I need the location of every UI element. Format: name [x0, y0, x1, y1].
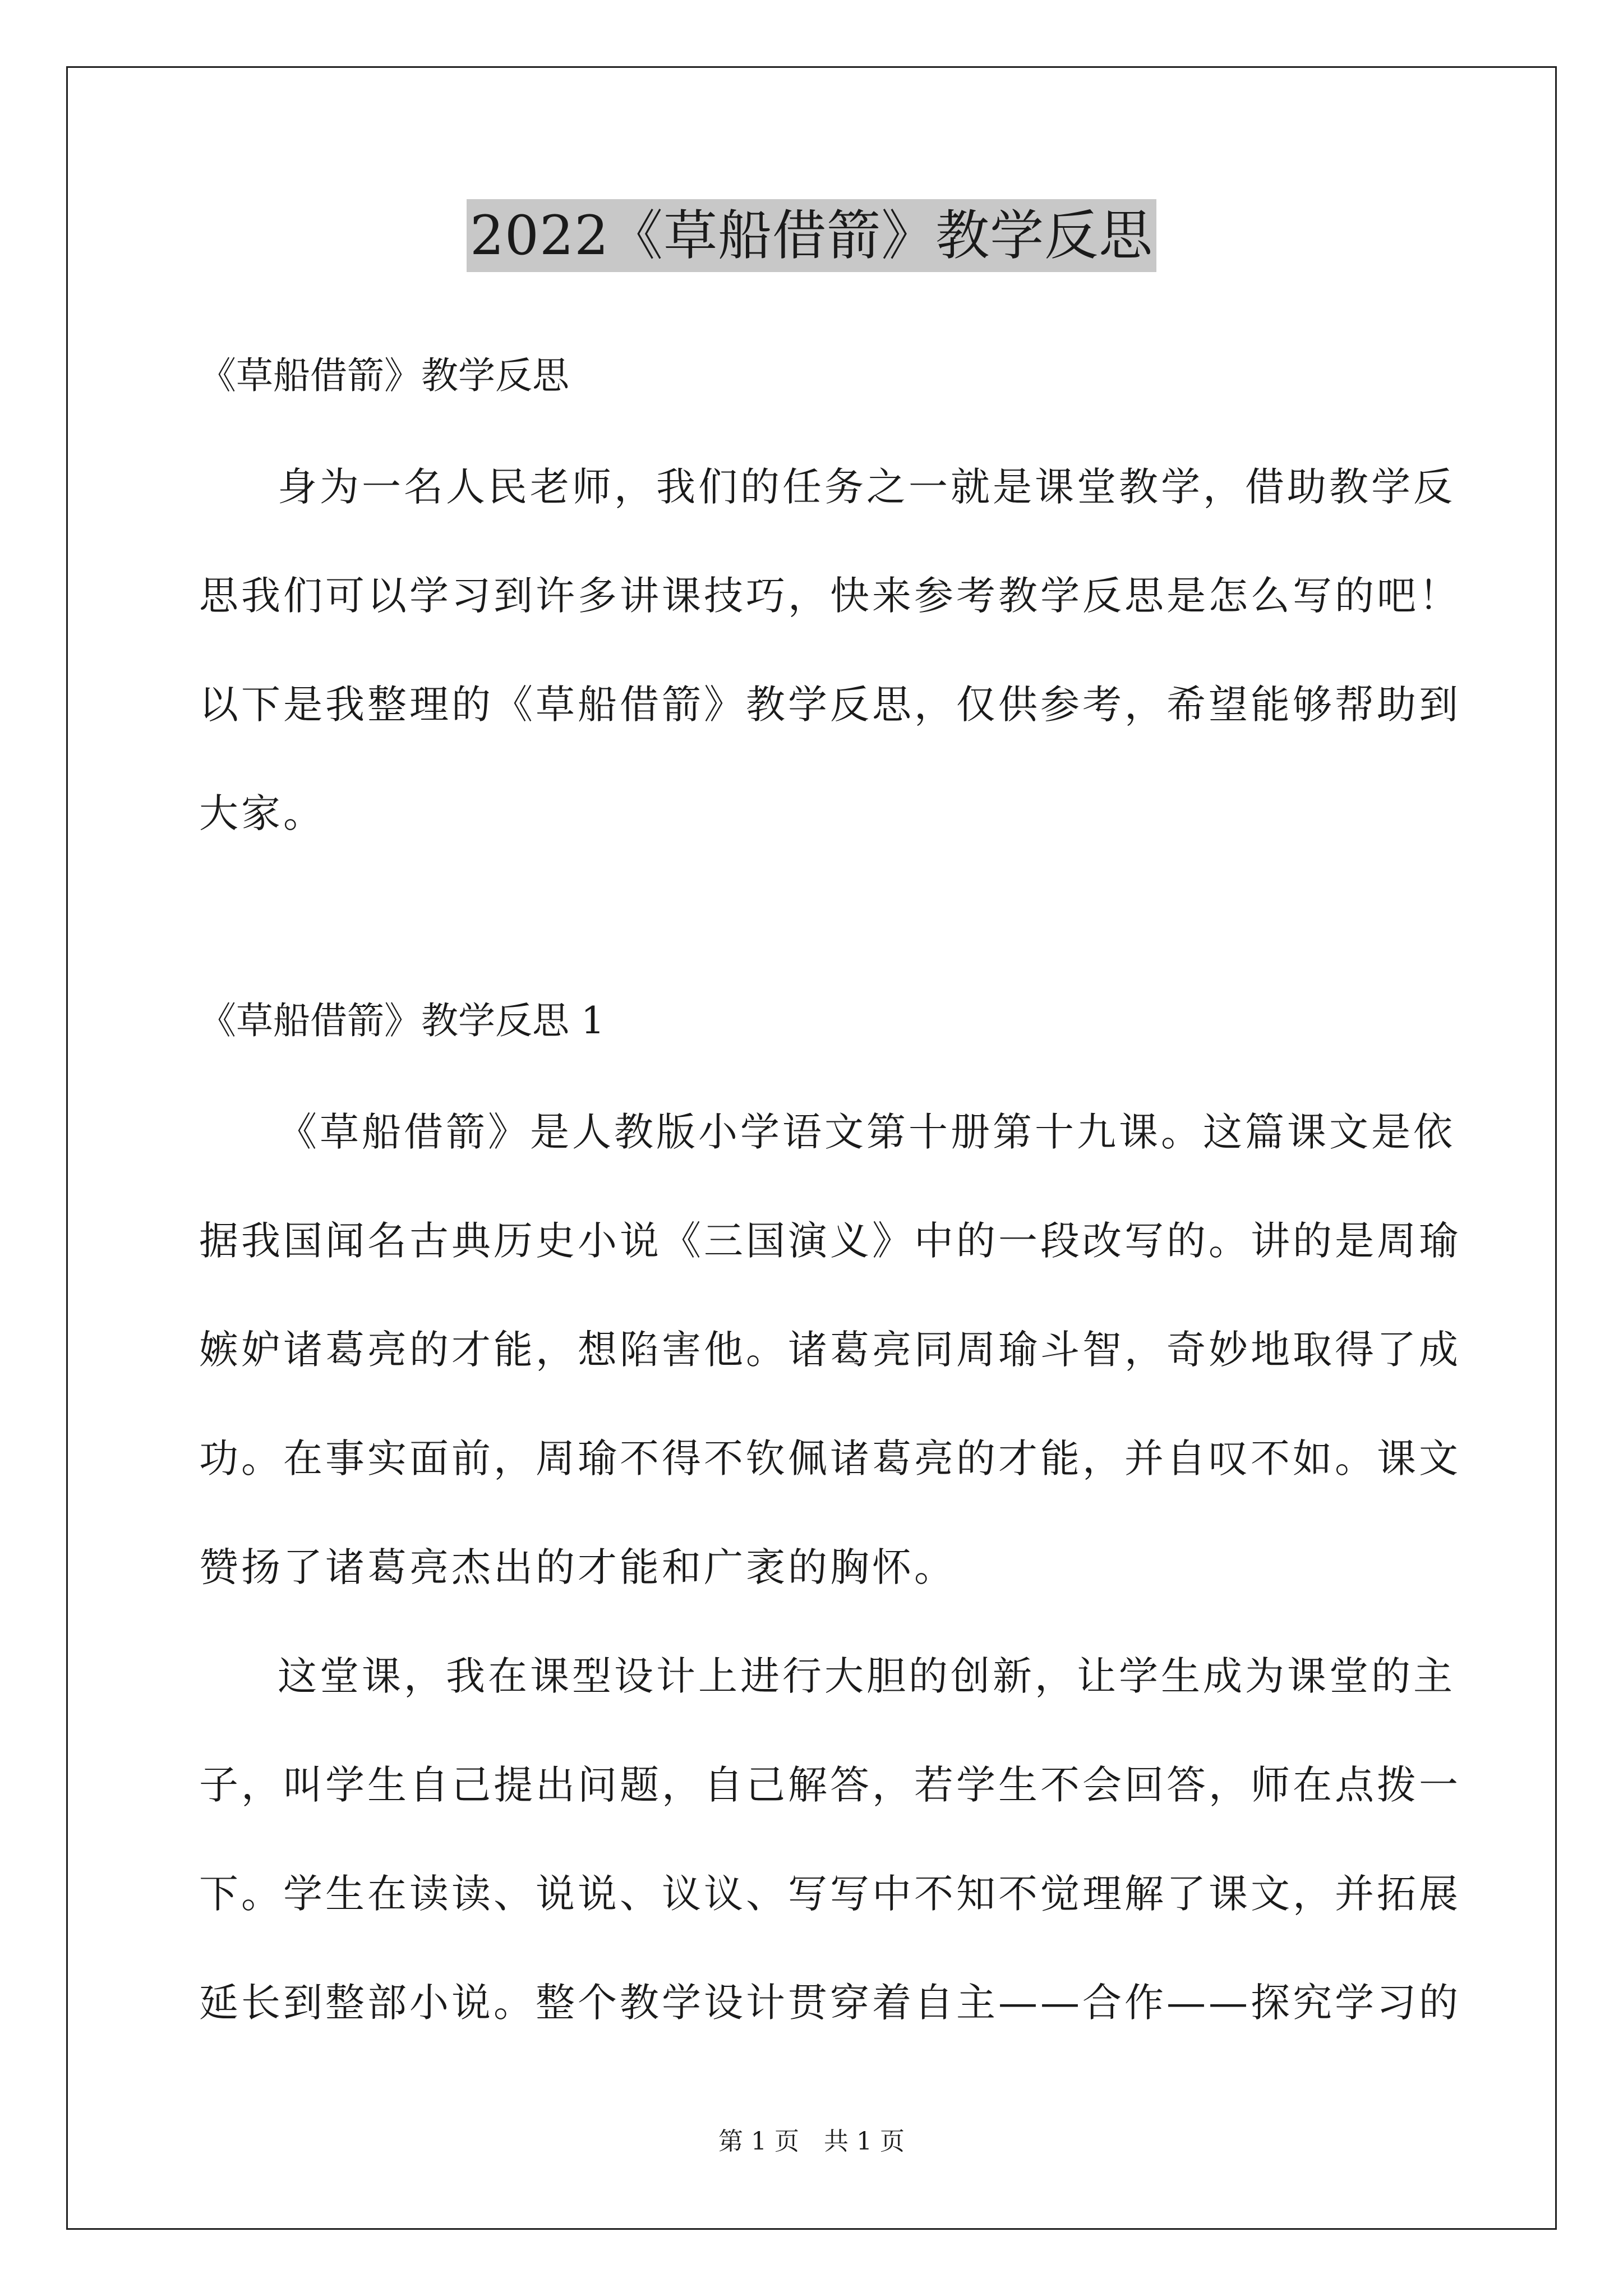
paragraph2-line-4: 延长到整部小说。整个教学设计贯穿着自主——合作——探究学习的 — [199, 1980, 1461, 2026]
paragraph1-line-2: 据我国闻名古典历史小说《三国演义》中的一段改写的。讲的是周瑜 — [199, 1218, 1461, 1264]
paragraph2-line-2: 子，叫学生自己提出问题，自己解答，若学生不会回答，师在点拨一 — [199, 1762, 1461, 1808]
paragraph1-line-3: 嫉妒诸葛亮的才能，想陷害他。诸葛亮同周瑜斗智，奇妙地取得了成 — [199, 1327, 1461, 1373]
intro-line-4: 大家。 — [199, 790, 325, 836]
title-container — [0, 199, 1623, 272]
intro-line-1: 身为一名人民老师，我们的任务之一就是课堂教学，借助教学反 — [278, 464, 1455, 510]
paragraph1-line-1: 《草船借箭》是人教版小学语文第十册第十九课。这篇课文是依 — [278, 1109, 1455, 1155]
paragraph1-line-4: 功。在事实面前，周瑜不得不钦佩诸葛亮的才能，并自叹不如。课文 — [199, 1435, 1461, 1481]
document-subtitle: 《草船借箭》教学反思 — [199, 354, 569, 397]
document-title: 2022《草船借箭》教学反思 — [467, 199, 1156, 272]
paragraph2-line-3: 下。学生在读读、说说、议议、写写中不知不觉理解了课文，并拓展 — [199, 1871, 1461, 1917]
paragraph2-line-1: 这堂课，我在课型设计上进行大胆的创新，让学生成为课堂的主 — [278, 1653, 1455, 1699]
section-heading: 《草船借箭》教学反思 1 — [199, 999, 605, 1042]
intro-line-2: 思我们可以学习到许多讲课技巧，快来参考教学反思是怎么写的吧！ — [199, 573, 1461, 619]
intro-line-3: 以下是我整理的《草船借箭》教学反思，仅供参考，希望能够帮助到 — [199, 682, 1461, 728]
page-footer: 第 1 页 共 1 页 — [718, 2127, 905, 2156]
paragraph1-line-5: 赞扬了诸葛亮杰出的才能和广袤的胸怀。 — [199, 1544, 956, 1590]
